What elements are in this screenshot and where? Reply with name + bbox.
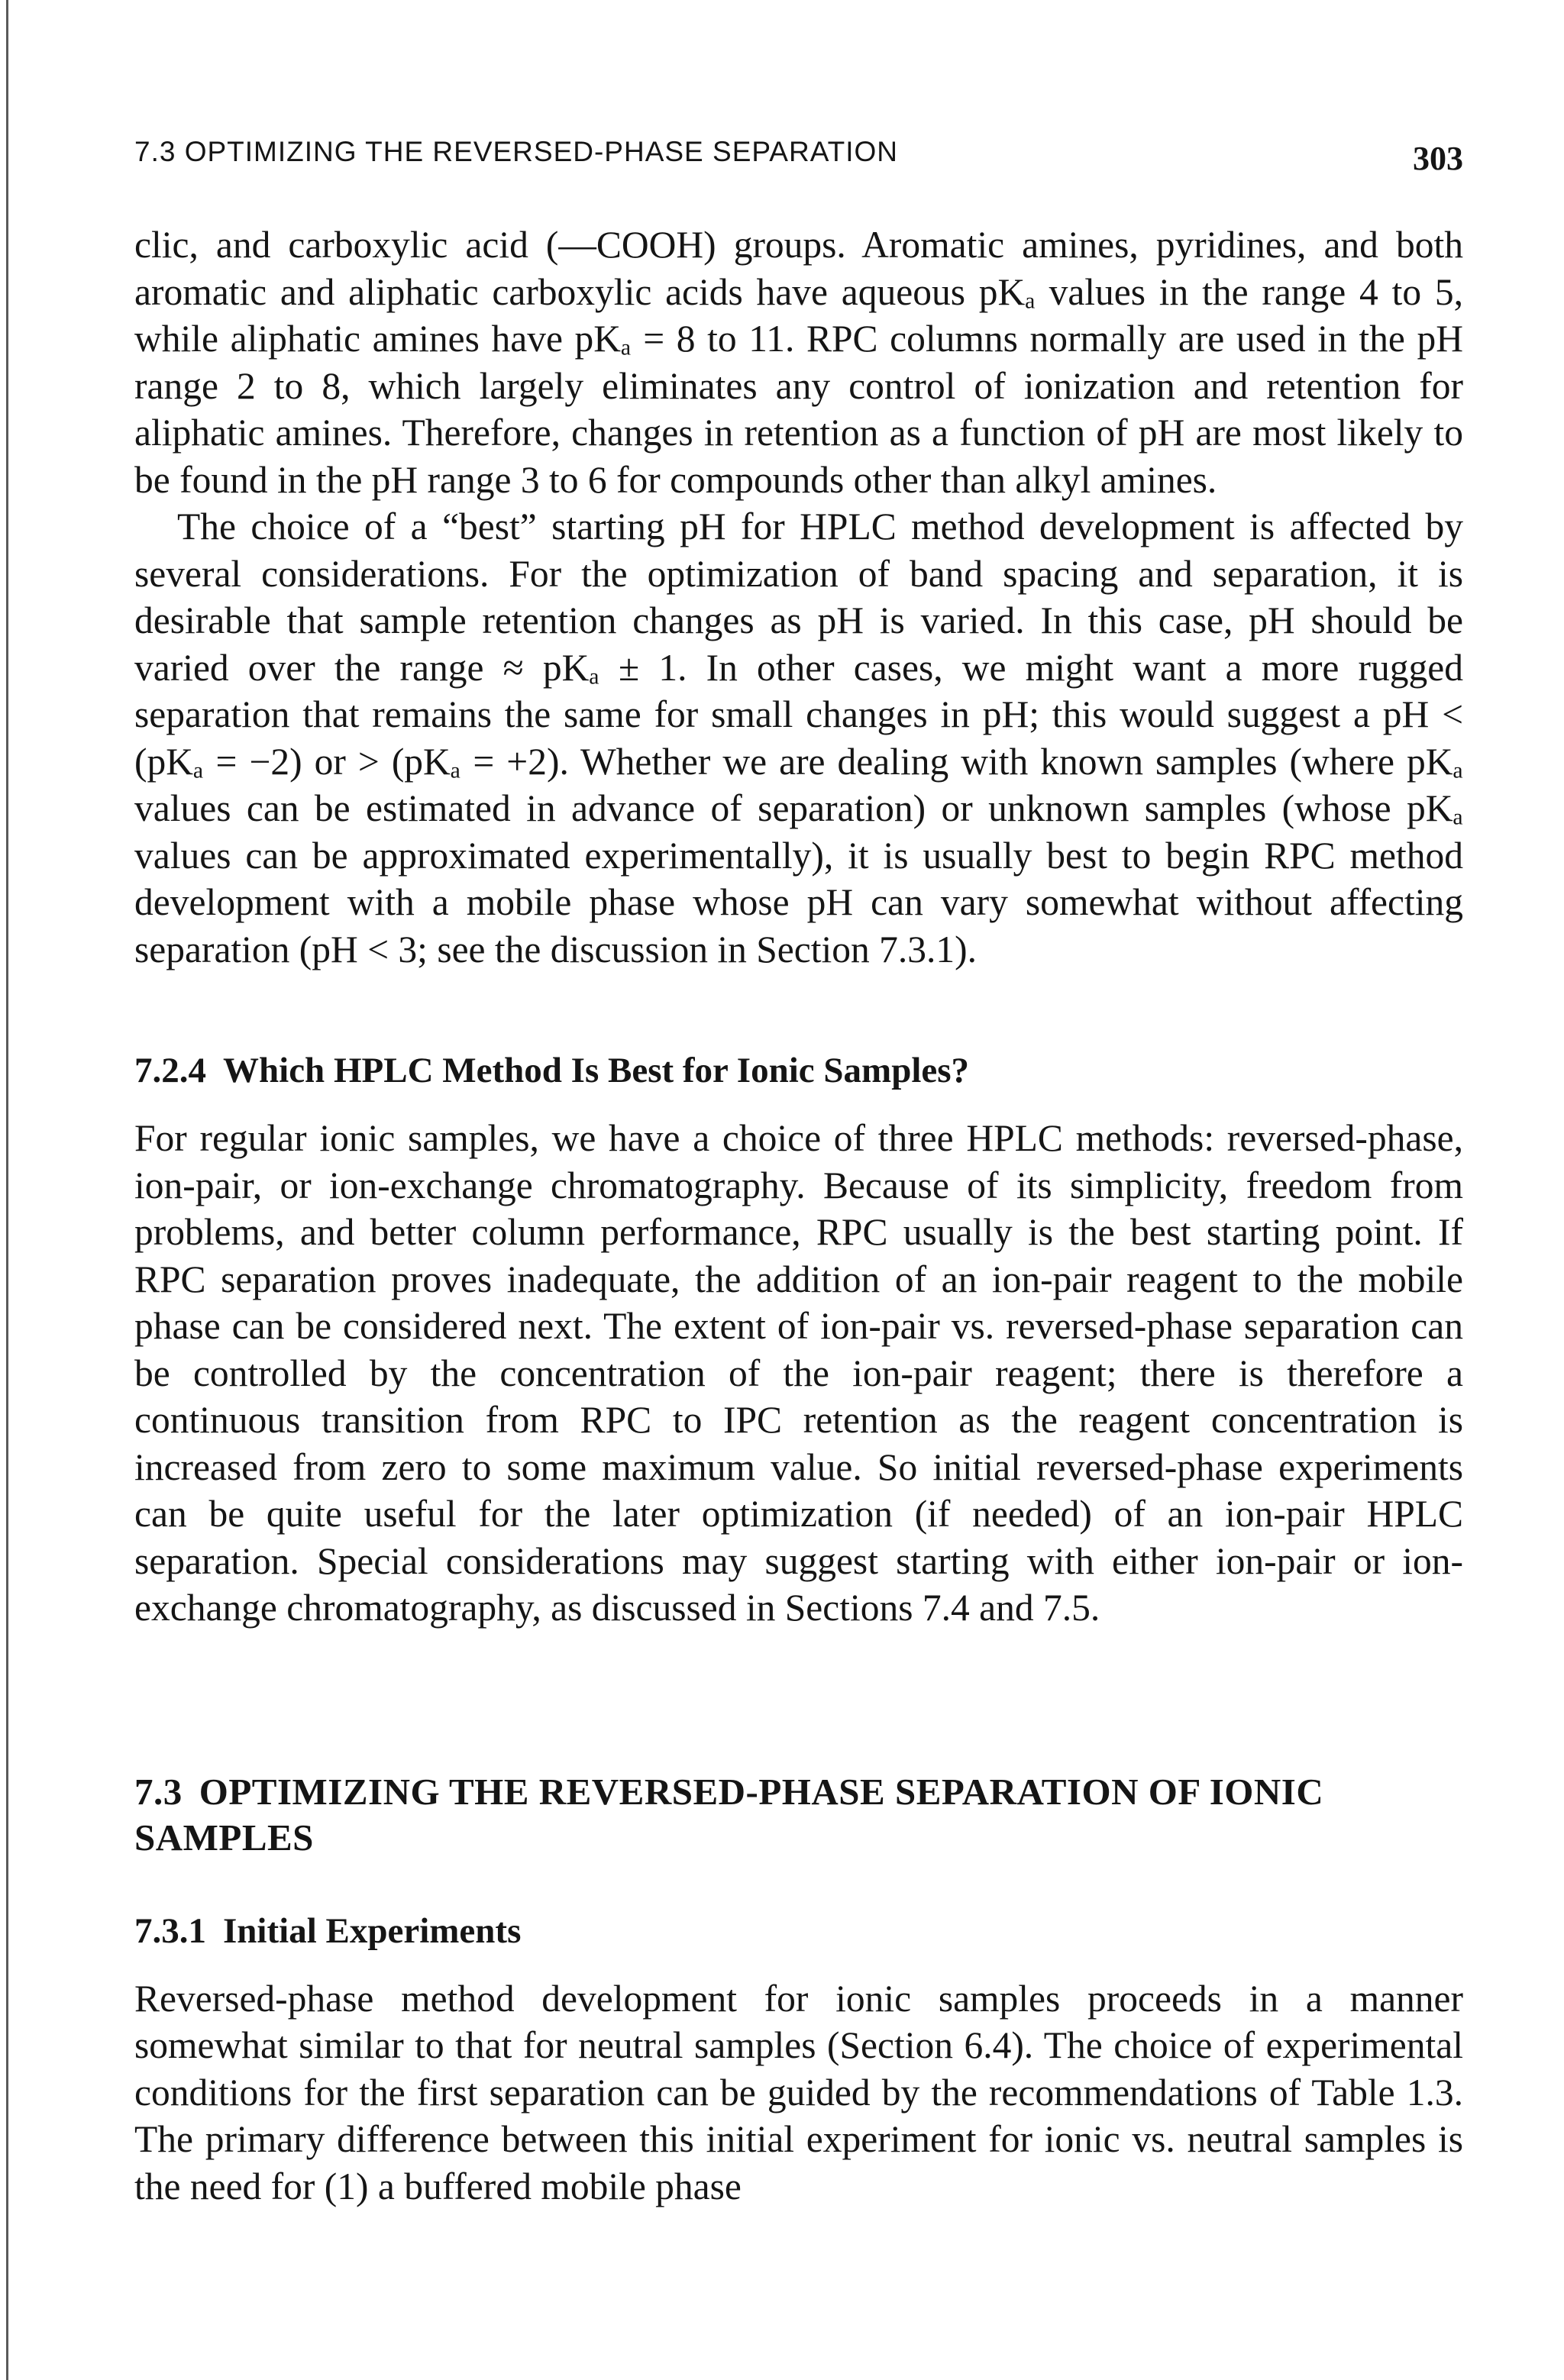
page-edge-line — [6, 0, 8, 2380]
section-heading-7-3 — [134, 1769, 1463, 1861]
subsection-title: Initial Experiments — [223, 1910, 522, 1951]
paragraph-ionization-pka: clic, and carboxylic acid (—COOH) groups. Aromatic amines, pyridines, and both aromatic and aliphatic carboxylic acids have aqueous pKₐ values in the range 4 to 5, while aliphatic amines have pKₐ = 8 to 11. RPC columns normally are used in the pH range 2 to 8, which largely eliminates any control of ionization and retention for aliphatic amines. Therefore, changes in retention as a function of pH are most likely to be found in the pH range 3 to 6 for compounds other than alkyl amines. — [134, 224, 1463, 501]
running-head-title: 7.3 OPTIMIZING THE REVERSED-PHASE SEPARATION — [134, 136, 899, 167]
subsection-number: 7.2.4 — [134, 1051, 206, 1090]
subsection-number: 7.3.1 — [134, 1910, 206, 1951]
subsection-title: Which HPLC Method Is Best for Ionic Samples? — [223, 1051, 970, 1090]
subsection-heading-7-3-1 — [134, 1908, 1463, 1954]
page-number: 303 — [1413, 140, 1463, 177]
page-body — [134, 221, 1463, 2210]
running-head — [134, 136, 1463, 182]
subsection-heading-7-2-4 — [134, 1048, 1463, 1093]
section-number: 7.3 — [134, 1770, 183, 1813]
paragraph-starting-ph: The choice of a “best” starting pH for HPLC method development is affected by several considerations. For the optimization of band spacing and separation, it is desirable that sample retention changes as pH is varied. In this case, pH should be varied over the range ≈ pKₐ ± 1. In other cases, we might want a more rugged separation that remains the same for small changes in pH; this would suggest a pH < (pKₐ = −2) or > (pKₐ = +2). Whether we are dealing with known samples (where pKₐ values can be estimated in advance of separation) or unknown samples (whose pKₐ values can be approximated experimentally), it is usually best to begin RPC method development with a mobile phase whose pH can vary somewhat without affecting separation (pH < 3; see the discussion in Section 7.3.1). — [134, 505, 1463, 970]
paragraph-hplc-method-choice: For regular ionic samples, we have a choice of three HPLC methods: reversed-phase, ion-pair, or ion-exchange chromatography. Because of its simplicity, freedom from problems, and better column performance, RPC usually is the best starting point. If RPC separation proves inadequate, the addition of an ion-pair reagent to the mobile phase can be considered next. The extent of ion-pair vs. reversed-phase separation can be controlled by the concentration of the ion-pair reagent; there is therefore a continuous transition from RPC to IPC retention as the reagent concentration is increased from zero to some maximum value. So initial reversed-phase experiments can be quite useful for the later optimization (if needed) of an ion-pair HPLC separation. Special considerations may suggest starting with either ion-pair or ion-exchange chromatography, as discussed in Sections 7.4 and 7.5. — [134, 1117, 1463, 1629]
section-title: OPTIMIZING THE REVERSED-PHASE SEPARATION OF IONIC SAMPLES — [134, 1770, 1324, 1858]
paragraph-initial-experiments: Reversed-phase method development for ionic samples proceeds in a manner somewhat similar to that for neutral samples (Section 6.4). The choice of experimental conditions for the first separation can be guided by the recommendations of Table 1.3. The primary difference between this initial experiment for ionic vs. neutral samples is the need for (1) a buffered mobile phase — [134, 1977, 1463, 2207]
